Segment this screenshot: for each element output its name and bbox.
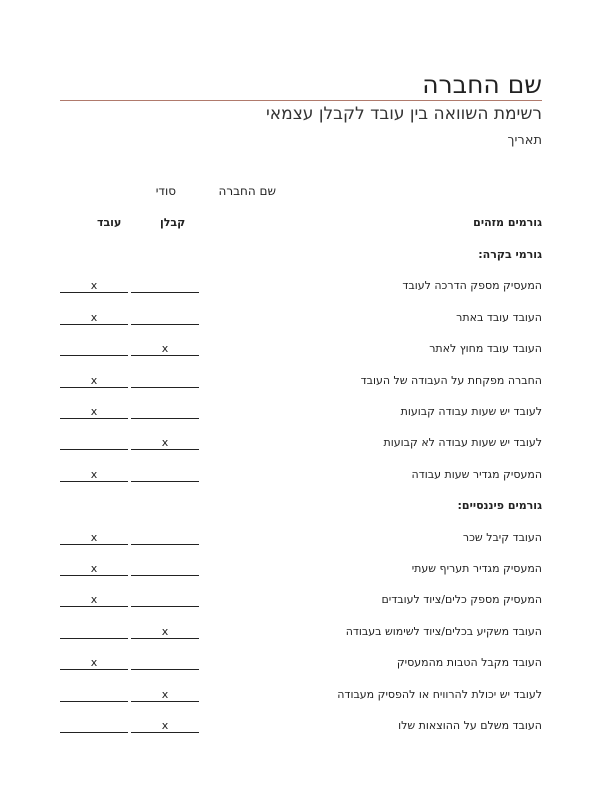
contractor-answer-line[interactable] — [131, 669, 199, 670]
contractor-mark: x — [161, 624, 169, 638]
employee-answer-line[interactable] — [60, 449, 128, 450]
checklist-item-label: המעסיק מספק כלים/ציוד לעובדים — [381, 593, 542, 607]
employee-answer-line[interactable] — [60, 575, 128, 576]
section-heading: גורמים פיננסיים: — [457, 499, 542, 513]
employee-mark: x — [90, 279, 98, 293]
checklist-item-label: המעסיק מגדיר שעות עבודה — [411, 467, 542, 481]
contractor-mark: x — [161, 687, 169, 701]
contractor-answer-line[interactable] — [131, 418, 199, 419]
checklist-item-label: לעובד יש יכולת להרוויח או להפסיק מעבודה — [337, 687, 542, 701]
column-header-factors: גורמים מזהים — [473, 216, 542, 229]
checklist-item-label: העובד עובד מחוץ לאתר — [429, 342, 542, 356]
checklist-item-label: העובד משקיע בכלים/ציוד לשימוש בעבודה — [345, 624, 542, 638]
employee-answer-line[interactable] — [60, 701, 128, 702]
employee-answer-line[interactable] — [60, 732, 128, 733]
contractor-answer-line[interactable] — [131, 732, 199, 733]
section-heading: גורמי בקרה: — [478, 248, 542, 261]
contractor-answer-line[interactable] — [131, 544, 199, 545]
contractor-answer-line[interactable] — [131, 481, 199, 482]
company-label: שם החברה — [218, 184, 276, 198]
contractor-answer-line[interactable] — [131, 575, 199, 576]
checklist-item-label: העובד עובד באתר — [456, 310, 542, 324]
contractor-answer-line[interactable] — [131, 701, 199, 702]
contractor-answer-line[interactable] — [131, 638, 199, 639]
checklist-item-label: לעובד יש שעות עבודה לא קבועות — [383, 436, 542, 450]
employee-mark: x — [90, 310, 98, 324]
contractor-answer-line[interactable] — [131, 355, 199, 356]
employee-answer-line[interactable] — [60, 606, 128, 607]
employee-mark: x — [90, 530, 98, 544]
checklist-item-label: המעסיק מגדיר תעריף שעתי — [411, 562, 542, 575]
checklist-item-label: המעסיק מספק הדרכה לעובד — [402, 279, 542, 293]
title-divider — [60, 100, 542, 101]
employee-mark: x — [90, 373, 98, 387]
checklist-item-label: העובד מקבל הטבות מהמעסיק — [396, 656, 542, 670]
company-name-title: שם החברה — [422, 70, 542, 99]
contractor-mark: x — [161, 436, 169, 450]
checklist-item-label: העובד משלם על ההוצאות שלו — [398, 719, 542, 732]
contractor-mark: x — [161, 719, 169, 732]
confidential-label: סודי — [155, 184, 176, 198]
employee-mark: x — [90, 593, 98, 607]
employee-answer-line[interactable] — [60, 292, 128, 293]
date-label: תאריך — [507, 133, 542, 148]
contractor-answer-line[interactable] — [131, 387, 199, 388]
employee-answer-line[interactable] — [60, 418, 128, 419]
checklist-item-label: העובד קיבל שכר — [462, 530, 542, 544]
employee-answer-line[interactable] — [60, 355, 128, 356]
column-header-employee: עובד — [97, 216, 122, 229]
column-header-contractor: קבלן — [160, 216, 186, 229]
employee-mark: x — [90, 562, 98, 575]
employee-answer-line[interactable] — [60, 324, 128, 325]
contractor-answer-line[interactable] — [131, 449, 199, 450]
checklist-item-label: החברה מפקחת על העבודה של העובד — [360, 373, 542, 387]
contractor-answer-line[interactable] — [131, 324, 199, 325]
checklist-item-label: לעובד יש שעות עבודה קבועות — [400, 405, 542, 418]
employee-answer-line[interactable] — [60, 387, 128, 388]
employee-answer-line[interactable] — [60, 638, 128, 639]
contractor-answer-line[interactable] — [131, 606, 199, 607]
contractor-answer-line[interactable] — [131, 292, 199, 293]
employee-answer-line[interactable] — [60, 669, 128, 670]
document-title: רשימת השוואה בין עובד לקבלן עצמאי — [266, 104, 542, 124]
employee-mark: x — [90, 656, 98, 670]
employee-mark: x — [90, 467, 98, 481]
contractor-mark: x — [161, 342, 169, 356]
employee-mark: x — [90, 405, 98, 418]
employee-answer-line[interactable] — [60, 481, 128, 482]
employee-answer-line[interactable] — [60, 544, 128, 545]
